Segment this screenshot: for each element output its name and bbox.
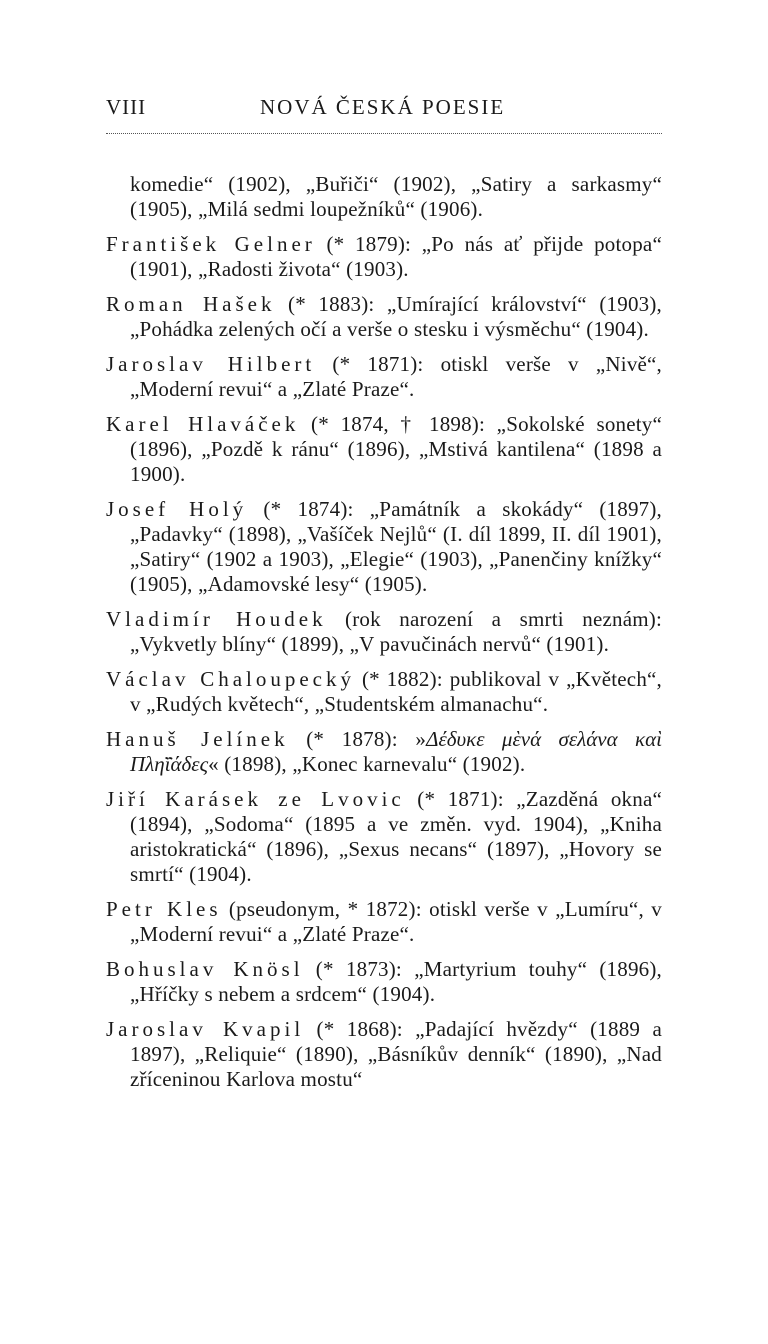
header-rule — [106, 133, 662, 134]
entry-chaloupecky — [106, 667, 662, 717]
author-name: Hanuš Jelínek — [106, 727, 289, 751]
author-name: Jaroslav Hilbert — [106, 352, 316, 376]
entry-works: (* 1883): „Umírající království“ (1903), „Pohádka zelených očí a verše o stesku i výsměchu“ (1904). — [130, 292, 662, 341]
author-name: Jiří Karásek ze Lvovic — [106, 787, 405, 811]
entry-works: (* 1873): „Martyrium touhy“ (1896), „Hříčky s nebem a srdcem“ (1904). — [130, 957, 662, 1006]
entry-kles — [106, 897, 662, 947]
entry-continuation — [106, 172, 662, 222]
author-name: Jaroslav Kvapil — [106, 1017, 305, 1041]
entry-hilbert — [106, 352, 662, 402]
entry-works: (* 1882): publikoval v „Květech“, v „Rudých květech“, „Studentském almanachu“. — [130, 667, 662, 716]
entry-knosl — [106, 957, 662, 1007]
entry-works: (* 1871): „Zazděná okna“ (1894), „Sodoma“ (1895 a ve změn. vyd. 1904), „Kniha aristokratická“ (1896), „Sexus necans“ (1897), „Hovory se smrtí“ (1904). — [130, 787, 662, 886]
entry-houdek — [106, 607, 662, 657]
entry-jelinek — [106, 727, 662, 777]
entry-works: komedie“ (1902), „Buřiči“ (1902), „Satiry a sarkasmy“ (1905), „Milá sedmi loupežníků“ (1906). — [130, 172, 662, 221]
entry-works: (* 1874, † 1898): „Sokolské sonety“ (1896), „Pozdě k ránu“ (1896), „Mstivá kantilena“ (1898 a 1900). — [130, 412, 663, 486]
author-name: Petr Kles — [106, 897, 222, 921]
entry-works: (* 1874): „Památník a skokády“ (1897), „Padavky“ (1898), „Vašíček Nejlů“ (I. díl 1899, II. díl 1901), „Satiry“ (1902 a 1903), „Elegie“ (1903), „Panenčiny knížky“ (1905), „Adamovské lesy“ (1905). — [130, 497, 662, 596]
entry-works: (pseudonym, * 1872): otiskl verše v „Lumíru“, v „Moderní revui“ a „Zlaté Praze“. — [130, 897, 662, 946]
running-title: NOVÁ ČESKÁ POESIE — [260, 95, 506, 119]
entry-works: (* 1879): „Po nás ať přijde potopa“ (1901), „Radosti života“ (1903). — [130, 232, 662, 281]
author-name: Karel Hlaváček — [106, 412, 300, 436]
author-name: Vladimír Houdek — [106, 607, 327, 631]
entry-works-after: « (1898), „Konec karnevalu“ (1902). — [208, 752, 526, 776]
author-name: Josef Holý — [106, 497, 248, 521]
author-name: Roman Hašek — [106, 292, 276, 316]
author-name: Bohuslav Knösl — [106, 957, 304, 981]
entry-karasek — [106, 787, 662, 887]
entry-kvapil — [106, 1017, 662, 1092]
entry-works: (rok narození a smrti neznám): „Vykvetly blíny“ (1899), „V pavučinách nervů“ (1901). — [130, 607, 662, 656]
greek-title: Δέδυκε μὲνά σελάνα καὶ Πλη̈ϊάδες — [130, 727, 662, 776]
author-entries — [106, 172, 662, 1102]
entry-works: (* 1868): „Padající hvězdy“ (1889 a 1897), „Reliquie“ (1890), „Básníkův denník“ (1890), „Nad zříceninou Karlova mostu“ — [130, 1017, 662, 1091]
entry-hasek — [106, 292, 662, 342]
entry-works: (* 1871): otiskl verše v „Nivě“, „Moderní revui“ a „Zlaté Praze“. — [130, 352, 663, 401]
page-number: VIII — [106, 95, 147, 119]
author-name: Václav Chaloupecký — [106, 667, 356, 691]
entry-holy — [106, 497, 662, 597]
entry-hlavacek — [106, 412, 662, 487]
entry-gelner — [106, 232, 662, 282]
author-name: František Gelner — [106, 232, 316, 256]
entry-works-before: (* 1878): » — [288, 727, 427, 751]
